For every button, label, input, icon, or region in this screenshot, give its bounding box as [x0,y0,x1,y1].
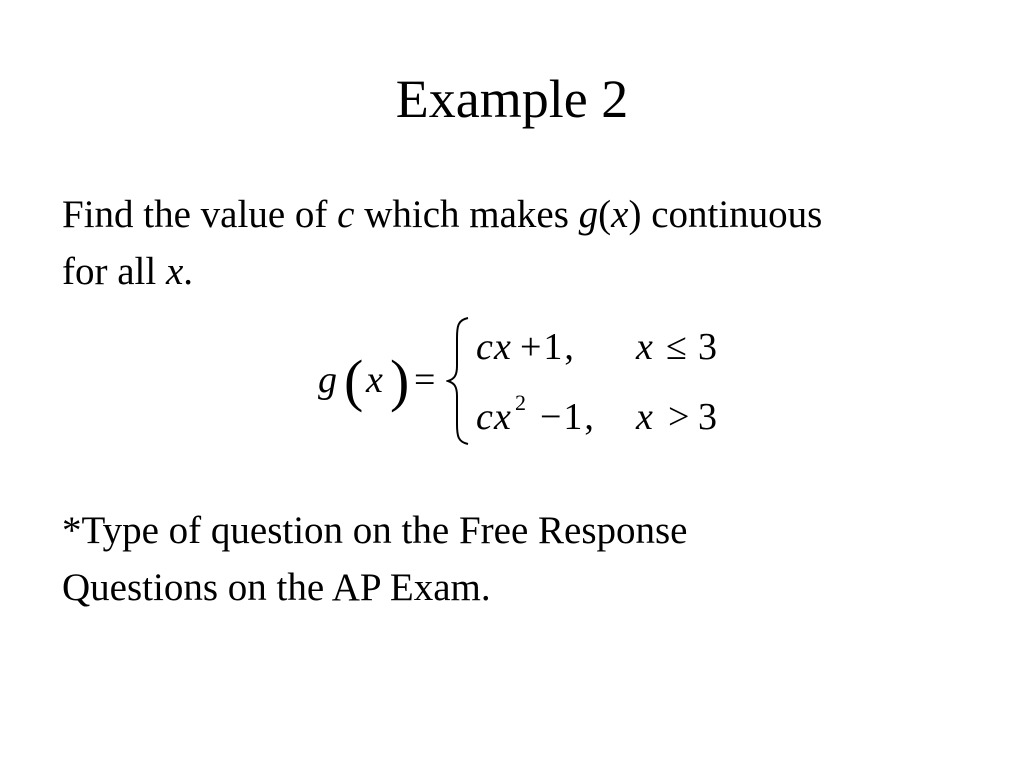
note [62,502,982,616]
case2-cond-op: > [668,396,690,438]
problem-text: ( [598,193,612,236]
case1-cond-op: ≤ [666,326,687,368]
problem-text: . [183,250,194,293]
eq-paren-close: ) [390,348,410,413]
eq-var-x: x [366,359,383,401]
case2-exponent: 2 [515,390,526,415]
problem-text: which makes [354,193,579,236]
eq-paren-open: ( [344,348,364,413]
func-g: g [578,193,599,236]
eq-func-g: g [318,359,337,401]
eq-equals: = [414,359,436,401]
problem-text: ) continuous [628,193,823,236]
case1-c: c [476,326,493,368]
case1-x: x [494,326,511,368]
var-c: c [337,193,355,236]
var-x: x [611,193,629,236]
case2-rest: −1, [540,396,596,438]
problem-text: Find the value of [62,193,338,236]
slide-title: Example 2 [395,69,629,129]
case2-x: x [494,396,511,438]
problem-text: for all [62,250,166,293]
case2-cond-val: 3 [698,396,717,438]
case2-cond-x: x [636,396,653,438]
left-brace-icon [446,316,472,446]
note-line: *Type of question on the Free Response [62,509,688,552]
case1-rest: +1, [520,326,576,368]
case1-cond-val: 3 [698,326,717,368]
case2-c: c [476,396,493,438]
note-line: Questions on the AP Exam. [62,566,491,609]
var-x: x [165,250,184,293]
case1-cond-x: x [636,326,653,368]
